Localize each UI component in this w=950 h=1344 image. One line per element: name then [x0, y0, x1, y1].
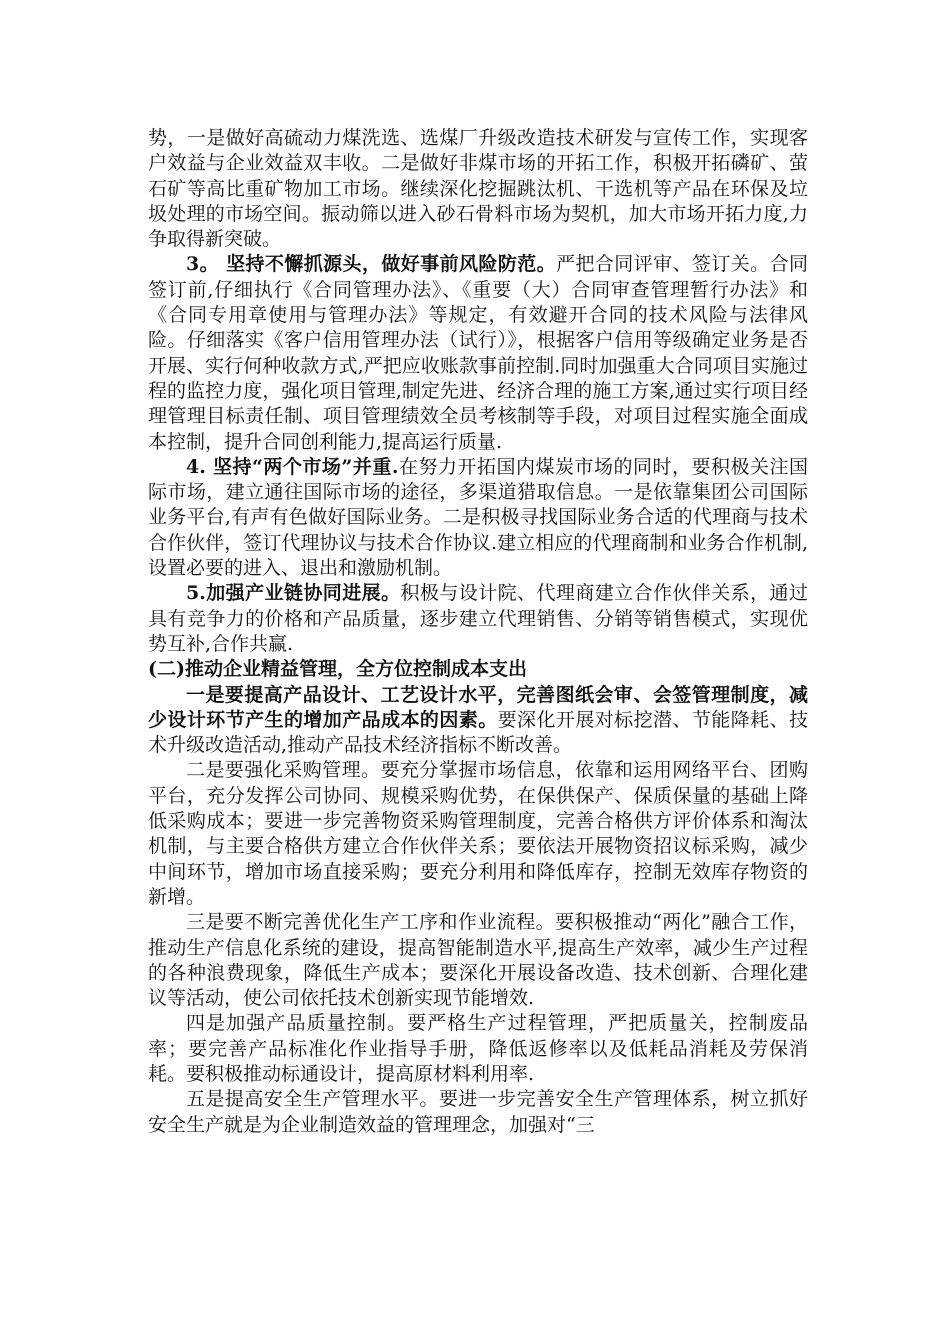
paragraph-industry-chain	[148, 581, 808, 657]
section-heading: (二)推动企业精益管理，全方位控制成本支出	[148, 658, 527, 681]
paragraph-text: 严把合同评审、签订关。合同签订前,仔细执行《合同管理办法》、《重要（大）合同审查管理暂行办法》和《合同专用章使用与管理办法》等规定，有效避开合同的技术风险与法律风险。仔细落实《客户信用管理办法（试行）》，根据客户信用等级确定业务是否开展、实行何种收款方式,严把应收账款事前控制.同时加强重大合同项目实施过程的监控力度，强化项目管理,制定先进、经济合理的施工方案,通过实行项目经理管理目标责任制、项目管理绩效全员考核制等手段，对项目过程实施全面成本控制，提升合同创利能力,提高运行质量.	[148, 253, 808, 453]
paragraph-lead: 4. 坚持“两个市场”并重.	[186, 455, 399, 478]
paragraph-procurement	[148, 758, 808, 910]
paragraph-risk-prevention	[148, 252, 808, 454]
paragraph-text: 四是加强产品质量控制。要严格生产过程管理，严把质量关，控制废品率；要完善产品标准化作业指导手册，降低返修率以及低耗品消耗及劳保消耗。要积极推动标通设计，提高原材料利用率.	[148, 1012, 808, 1085]
paragraph-text: 二是要强化采购管理。要充分掌握市场信息，依靠和运用网络平台、团购平台，充分发挥公司协同、规模采购优势，在保供保产、保质保量的基础上降低采购成本；要进一步完善物资采购管理制度，完善合格供方评价体系和淘汰机制，与主要合格供方建立合作伙伴关系；要依法开展物资招议标采购，减少中间环节，增加市场直接采购；要充分利用和降低库存，控制无效库存物资的新增。	[148, 759, 808, 908]
paragraph-text: 五是提高安全生产管理水平。要进一步完善安全生产管理体系，树立抓好安全生产就是为企业制造效益的管理理念，加强对“三	[148, 1088, 808, 1136]
paragraph-text: 势，一是做好高硫动力煤洗选、选煤厂升级改造技术研发与宣传工作，实现客户效益与企业效益双丰收。二是做好非煤市场的开拓工作，积极开拓磷矿、萤石矿等高比重矿物加工市场。继续深化挖掘跳汰机、干选机等产品在环保及垃圾处理的市场空间。振动筛以进入砂石骨料市场为契机，加大市场开拓力度,力争取得新突破。	[148, 127, 808, 251]
paragraph-safety-management	[148, 1087, 808, 1138]
paragraph-process-optimization	[148, 910, 808, 1011]
paragraph-lead: 5.加强产业链协同进展。	[186, 582, 401, 605]
paragraph-quality-control	[148, 1011, 808, 1087]
paragraph-design-level	[148, 683, 808, 759]
paragraph-market-expansion	[148, 126, 808, 252]
paragraph-text: 积极与设计院、代理商建立合作伙伴关系，通过具有竞争力的价格和产品质量，逐步建立代理销售、分销等销售模式，实现优势互补,合作共赢.	[148, 582, 808, 655]
paragraph-text: 在努力开拓国内煤炭市场的同时，要积极关注国际市场，建立通往国际市场的途径，多渠道猎取信息。一是依靠集团公司国际业务平台,有声有色做好国际业务。二是积极寻找国际业务合适的代理商与技术合作伙伴，签订代理协议与技术合作协议.建立相应的代理商制和业务合作机制,设置必要的进入、退出和激励机制。	[148, 455, 808, 580]
document-page	[148, 126, 808, 1138]
paragraph-two-markets	[148, 455, 808, 581]
paragraph-lead: 一是要提高产品设计、工艺设计水平，完善图纸会审、会签管理制度，减少设计环节产生的增加产品成本的因素。	[148, 683, 808, 731]
paragraph-text: 三是要不断完善优化生产工序和作业流程。要积极推动“两化”融合工作，推动生产信息化系统的建设，提高智能制造水平,提高生产效率，减少生产过程的各种浪费现象，降低生产成本；要深化开展设备改造、技术创新、合理化建议等活动，使公司依托技术创新实现节能增效.	[148, 911, 808, 1010]
paragraph-lead: 3。 坚持不懈抓源头，做好事前风险防范。	[186, 253, 557, 276]
paragraph-text: 要深化开展对标挖潜、节能降耗、技术升级改造活动,推动产品技术经济指标不断改善。	[148, 708, 808, 757]
